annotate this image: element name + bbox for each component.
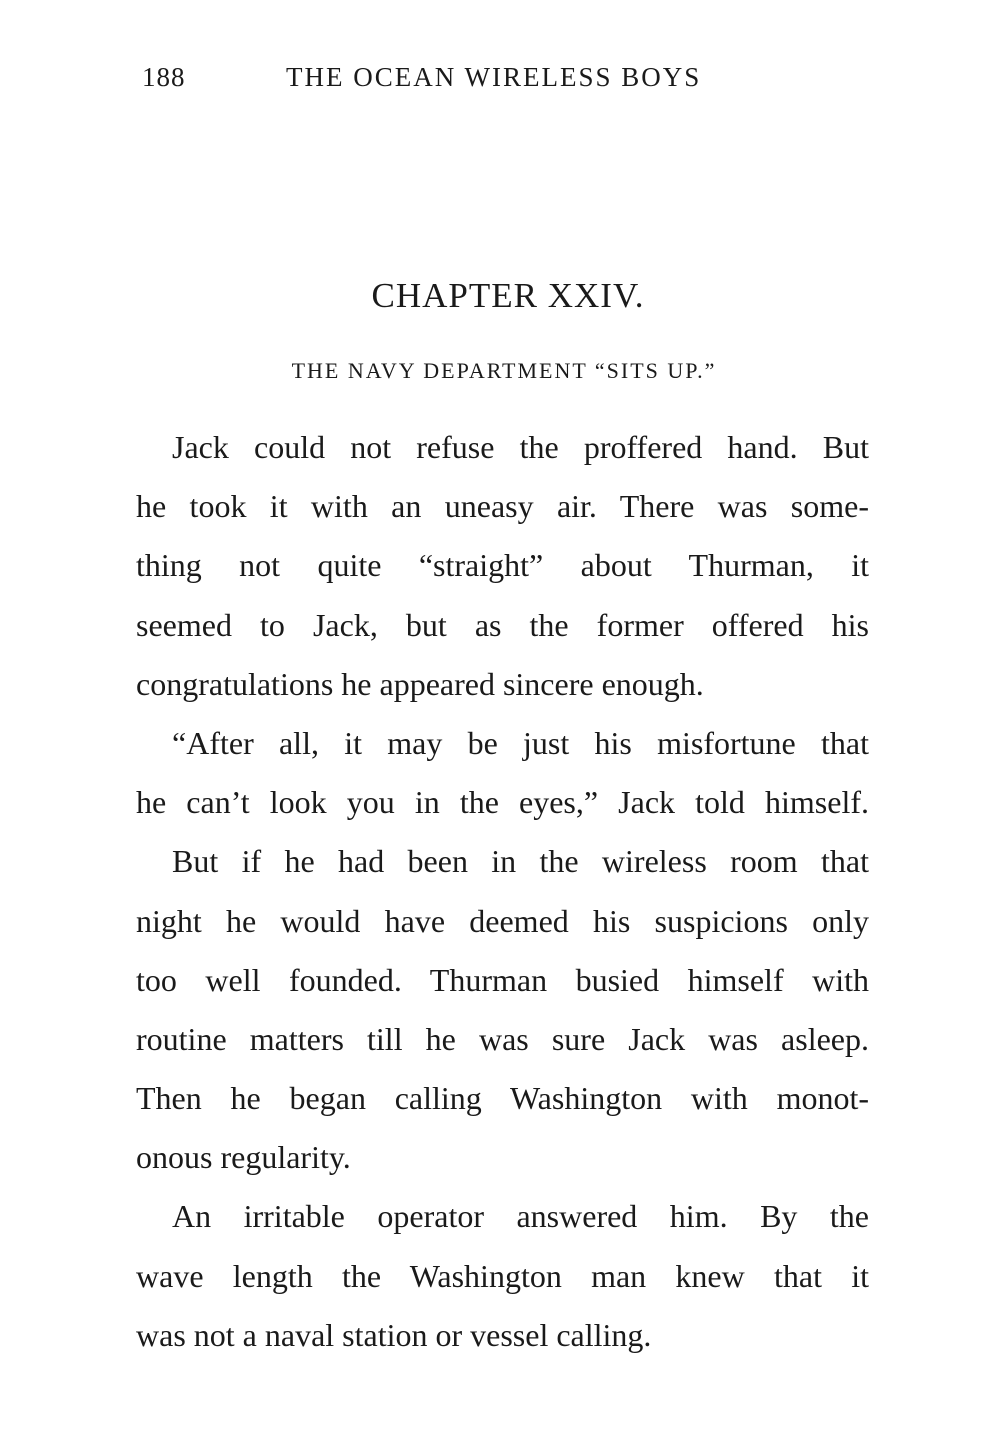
paragraph [136,714,869,832]
chapter-heading-text: CHAPTER XXIV. [371,276,645,315]
text-line: he took it with an uneasy air. There was some- [136,488,869,525]
text-line: thing not quite “straight” about Thurman, it [136,547,869,584]
text-line: routine matters till he was sure Jack was asleep. [136,1020,869,1057]
text-line: wave length the Washington man knew that it [136,1257,869,1294]
text-line: congratulations he appeared sincere enough. [136,665,704,702]
running-title: THE OCEAN WIRELESS BOYS [286,62,702,92]
text-line: Then he began calling Washington with monot- [136,1080,869,1117]
page-number: 188 [142,62,186,92]
text-line: seemed to Jack, but as the former offered his [136,606,869,643]
text-line: too well founded. Thurman busied himself with [136,961,869,998]
text-line: “After all, it may be just his misfortune that [172,724,869,761]
text-line: Jack could not refuse the proffered hand. But [172,429,869,465]
chapter-subtitle-text: THE NAVY DEPARTMENT “SITS UP.” [291,358,717,383]
chapter-heading [0,276,1000,316]
text-line: An irritable operator answered him. By the [172,1198,869,1235]
paragraph [136,832,869,1187]
chapter-subtitle [0,358,1000,384]
text-line: he can’t look you in the eyes,” Jack told himself. [136,784,869,821]
body-text [136,418,869,1365]
paragraph [136,418,869,714]
text-line: was not a naval station or vessel calling. [136,1316,652,1353]
running-head [142,62,842,102]
text-line: night he would have deemed his suspicions only [136,902,869,939]
text-line: But if he had been in the wireless room that [172,843,869,880]
text-line: onous regularity. [136,1139,351,1176]
paragraph [136,1187,869,1365]
